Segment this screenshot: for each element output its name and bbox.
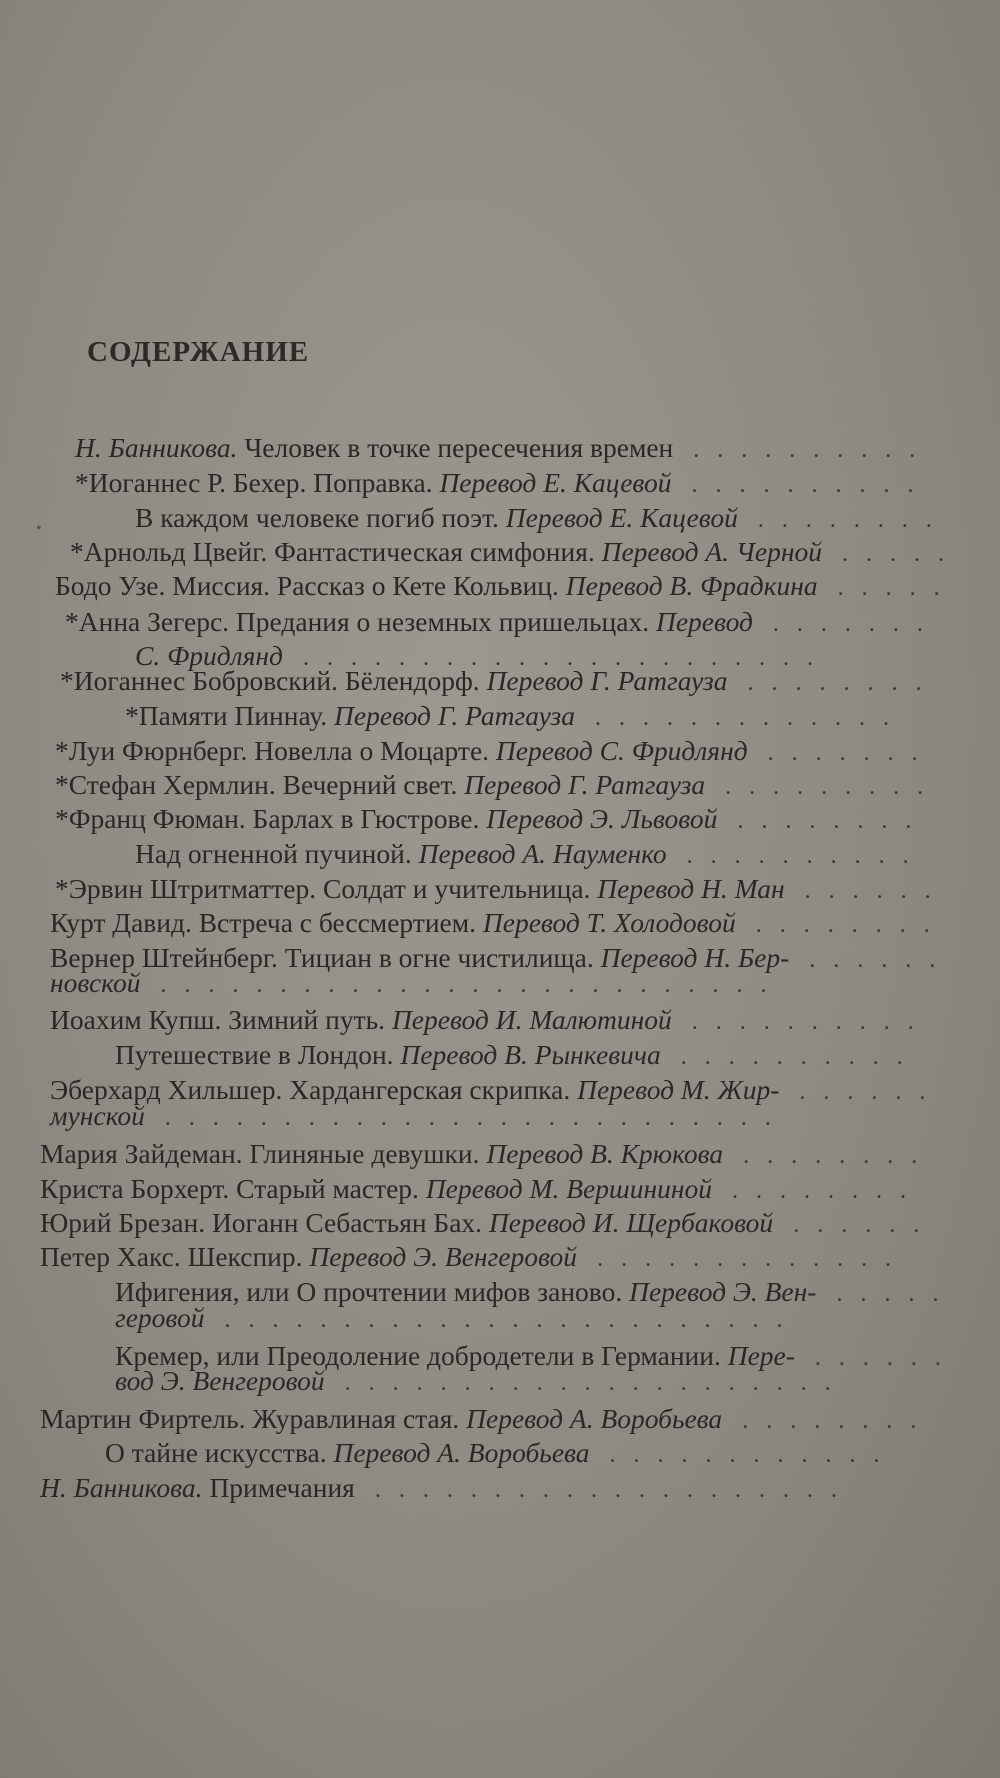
entry-title: Анна Зегерс. Предания о неземных пришельцах.: [78, 606, 656, 637]
entry-translator: вод Э. Венгеровой: [115, 1365, 325, 1396]
toc-entry: [55, 802, 717, 836]
leader-dots: .......: [772, 611, 941, 637]
entry-title: О тайне искусства.: [105, 1437, 334, 1468]
leader-dots: ..........................: [164, 1105, 789, 1131]
entry-translator: Перевод А. Воробьева: [466, 1403, 723, 1434]
entry-title: Эберхард Хильшер. Хардангерская скрипка.: [50, 1074, 578, 1105]
leader-dots: .....: [841, 541, 962, 567]
toc-entry: [115, 1301, 205, 1335]
entry-title: Мария Зайдеман. Глиняные девушки.: [40, 1138, 487, 1169]
toc-entry: [55, 768, 705, 802]
toc-entry: [40, 1402, 722, 1436]
toc-entry: [50, 1003, 672, 1037]
toc-entry: [135, 837, 667, 871]
entry-translator: Перевод М. Жир-: [577, 1074, 780, 1105]
asterisk-mark: *: [65, 606, 79, 637]
entry-translator: Перевод Э. Венгеровой: [309, 1241, 578, 1272]
entry-translator: Перевод Г. Ратгауза: [334, 700, 575, 731]
entry-translator: Пере-: [727, 1340, 795, 1371]
entry-title: Петер Хакс. Шекспир.: [40, 1241, 310, 1272]
entry-translator: Перевод А. Черной: [601, 536, 822, 567]
entry-translator: Перевод И. Малютиной: [391, 1004, 672, 1035]
leader-dots: ....................: [374, 1477, 855, 1503]
asterisk-mark: *: [55, 803, 69, 834]
toc-entry: [55, 734, 748, 768]
leader-dots: .......: [767, 740, 936, 766]
leader-dots: ........: [747, 670, 940, 696]
toc-entry: [40, 1240, 577, 1274]
asterisk-mark: *: [55, 735, 69, 766]
entry-title: Мартин Фиртель. Журавлиная стая.: [40, 1403, 467, 1434]
entry-title: В каждом человеке погиб поэт.: [135, 502, 506, 533]
toc-entry: [50, 906, 736, 940]
entry-title: Эрвин Штритматтер. Солдат и учительница.: [68, 873, 598, 904]
leader-dots: .........: [725, 774, 942, 800]
entry-author: Н. Банникова.: [75, 432, 238, 463]
entry-title: Кремер, или Преодоление добродетели в Германии.: [115, 1340, 728, 1371]
entry-translator: Перевод Э. Львовой: [486, 803, 718, 834]
entry-translator: Перевод: [655, 606, 753, 637]
leader-dots: ............: [609, 1442, 898, 1468]
entry-title: Примечания: [202, 1472, 355, 1503]
leader-dots: ......................: [302, 645, 831, 671]
toc-entry: [50, 941, 789, 975]
leader-dots: ..........................: [160, 972, 785, 998]
entry-title: Иоганнес Бобровский. Бёлендорф.: [73, 665, 487, 696]
entry-title: Луи Фюрнберг. Новелла о Моцарте.: [68, 735, 496, 766]
entry-title: Путешествие в Лондон.: [115, 1039, 401, 1070]
entry-translator: Перевод Г. Ратгауза: [464, 769, 706, 800]
toc-entry: [115, 1275, 816, 1309]
entry-author: Н. Банникова.: [40, 1472, 203, 1503]
asterisk-mark: *: [55, 769, 69, 800]
toc-entry: [105, 1436, 590, 1470]
entry-title: Криста Борхерт. Старый мастер.: [40, 1173, 426, 1204]
toc-entry: [40, 1172, 712, 1206]
asterisk-mark: *: [125, 700, 139, 731]
toc-entry: [75, 431, 673, 465]
leader-dots: ........: [755, 912, 948, 938]
entry-translator: Перевод И. Щербаковой: [488, 1207, 774, 1238]
leader-dots: ..........: [686, 843, 927, 869]
entry-translator: Перевод Э. Вен-: [629, 1276, 817, 1307]
toc-entry: [75, 466, 671, 500]
entry-translator: Перевод С. Фридлянд: [495, 735, 748, 766]
entry-translator: Перевод Т. Холодовой: [482, 907, 736, 938]
asterisk-mark: *: [70, 536, 84, 567]
entry-translator: геровой: [115, 1302, 205, 1333]
entry-title: Ифигения, или О прочтении мифов заново.: [115, 1276, 630, 1307]
leader-dots: .....................: [344, 1370, 849, 1396]
entry-title: Памяти Пиннау.: [138, 700, 335, 731]
entry-translator: Перевод В. Рынкевича: [400, 1039, 661, 1070]
entry-translator: С. Фридлянд: [135, 640, 283, 671]
page-title: СОДЕРЖАНИЕ: [87, 336, 310, 368]
toc-entry: [65, 605, 753, 639]
toc-entry: [55, 872, 785, 906]
leader-dots: ........: [743, 1143, 936, 1169]
entry-translator: Перевод Н. Бер-: [600, 942, 790, 973]
leader-dots: ......: [804, 878, 949, 904]
toc-entry: [55, 569, 818, 603]
entry-translator: новской: [50, 967, 141, 998]
asterisk-mark: *: [60, 665, 74, 696]
entry-title: Стефан Хермлин. Вечерний свет.: [68, 769, 465, 800]
entry-translator: Перевод А. Воробьева: [333, 1437, 590, 1468]
entry-translator: Перевод В. Крюкова: [486, 1138, 724, 1169]
entry-title: Иоахим Купш. Зимний путь.: [50, 1004, 392, 1035]
entry-translator: Перевод Н. Ман: [597, 873, 785, 904]
entry-title: Юрий Брезан. Иоганн Себастьян Бах.: [40, 1207, 489, 1238]
entry-translator: Перевод Е. Кацевой: [439, 467, 672, 498]
leader-dots: ......: [799, 1079, 944, 1105]
leader-dots: ........................: [224, 1307, 801, 1333]
asterisk-mark: *: [55, 873, 69, 904]
entry-title: Курт Давид. Встреча с бессмертием.: [50, 907, 483, 938]
entry-translator: Перевод М. Вершининой: [425, 1173, 713, 1204]
leader-dots: ........: [742, 1408, 935, 1434]
entry-title: Бодо Узе. Миссия. Рассказ о Кете Кольвиц.: [55, 570, 566, 601]
toc-entry: [115, 1038, 661, 1072]
entry-title: Человек в точке пересечения времен: [237, 432, 674, 463]
leader-dots: ..........: [680, 1044, 921, 1070]
toc-entry: [70, 535, 822, 569]
toc-entry: [40, 1206, 773, 1240]
entry-translator: Перевод Е. Кацевой: [505, 502, 738, 533]
toc-entry: [115, 1364, 325, 1398]
entry-title: Иоганнес Р. Бехер. Поправка.: [88, 467, 440, 498]
leader-dots: .....: [836, 1281, 957, 1307]
leader-dots: ......: [793, 1212, 938, 1238]
toc-entry: [50, 1099, 145, 1133]
entry-title: Над огненной пучиной.: [135, 838, 419, 869]
leader-dots: ........: [757, 507, 950, 533]
toc-entry: [50, 1073, 779, 1107]
entry-translator: Перевод А. Науменко: [418, 838, 667, 869]
leader-dots: .............: [597, 1246, 910, 1272]
leader-dots: .....: [837, 575, 958, 601]
toc-entry: [40, 1471, 355, 1505]
entry-translator: Перевод В. Фрадкина: [565, 570, 818, 601]
toc-entry: [135, 501, 738, 535]
leader-dots: ..........: [691, 472, 932, 498]
leader-dots: ........: [732, 1178, 925, 1204]
toc-entry: [60, 664, 727, 698]
margin-dot: •: [36, 520, 42, 537]
toc-entry: [50, 966, 141, 1000]
toc-entry: [40, 1137, 723, 1171]
leader-dots: ..........: [691, 1009, 932, 1035]
leader-dots: ..........: [693, 437, 934, 463]
leader-dots: ......: [809, 947, 954, 973]
toc-entry: [125, 699, 575, 733]
leader-dots: .............: [594, 705, 907, 731]
entry-title: Вернер Штейнберг. Тициан в огне чистилища.: [50, 942, 601, 973]
entry-title: Франц Фюман. Барлах в Гюстрове.: [68, 803, 487, 834]
entry-title: Арнольд Цвейг. Фантастическая симфония.: [83, 536, 602, 567]
leader-dots: ........: [737, 808, 930, 834]
leader-dots: ......: [814, 1345, 959, 1371]
asterisk-mark: *: [75, 467, 89, 498]
entry-translator: Перевод Г. Ратгауза: [486, 665, 728, 696]
entry-translator: мунской: [50, 1100, 145, 1131]
